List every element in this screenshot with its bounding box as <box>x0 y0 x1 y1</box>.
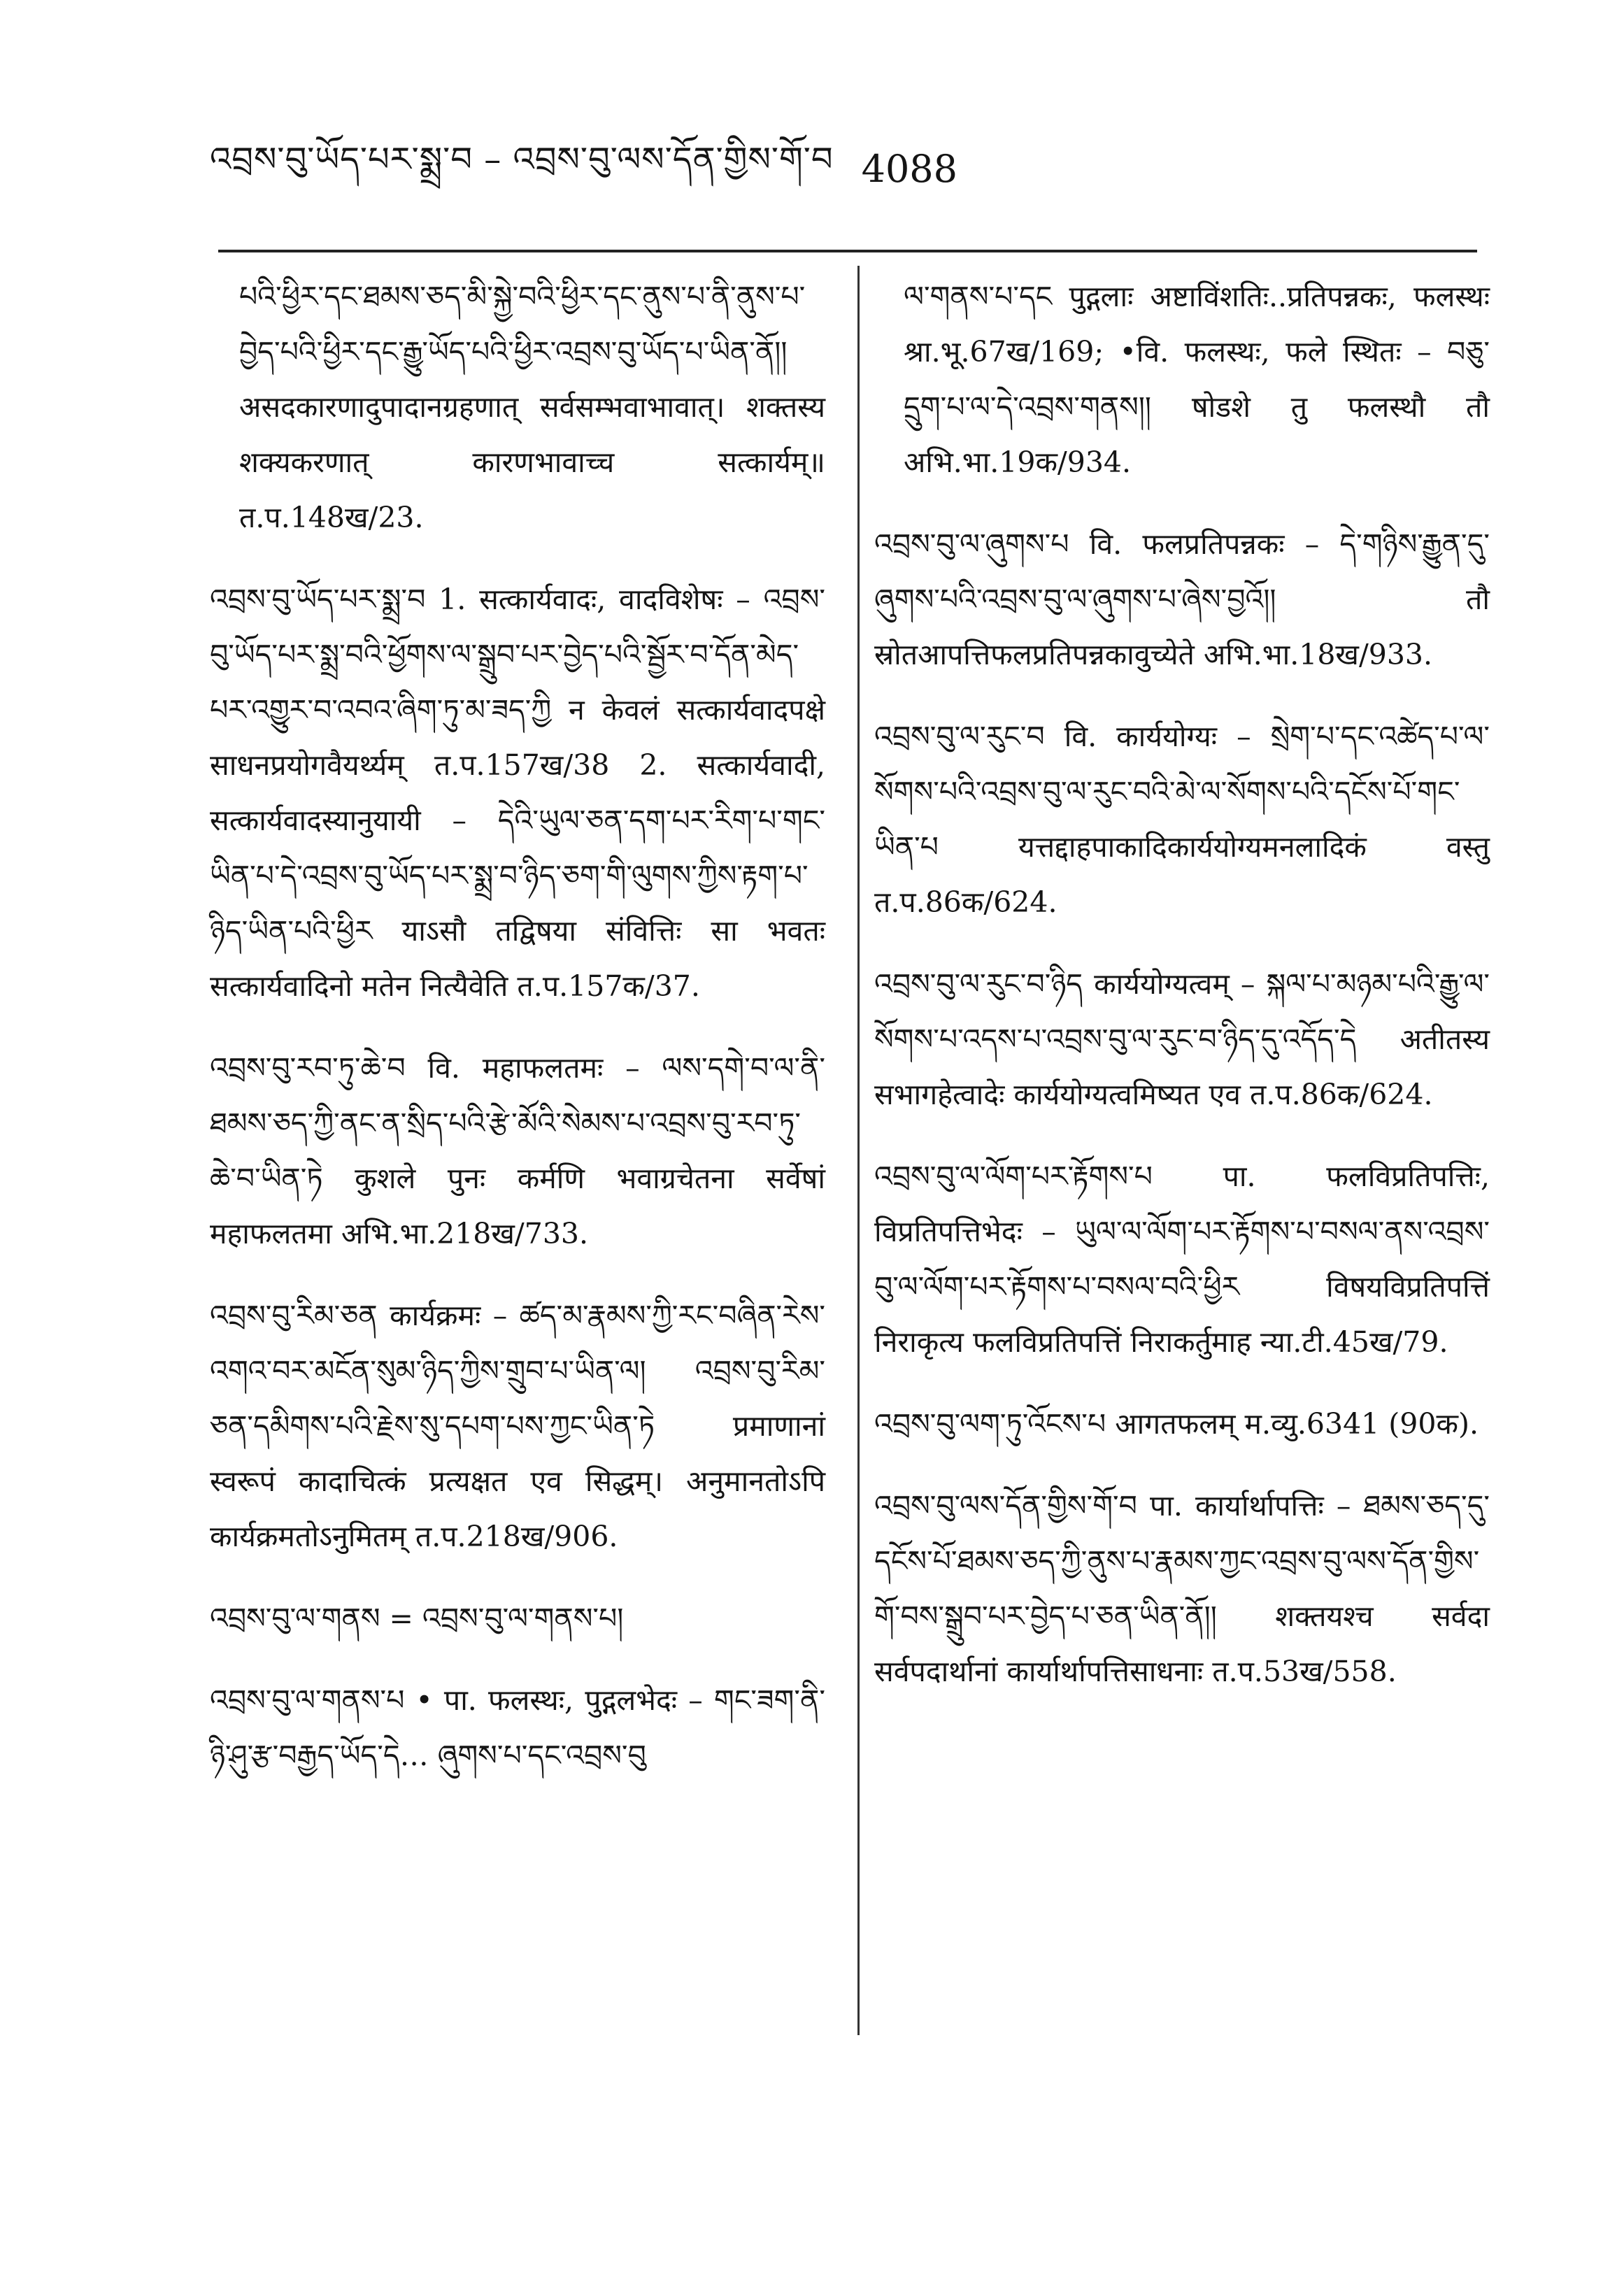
running-head-text: འབྲས་བུ་ཡོད་པར་སྨྲ་བ – འབྲས་བུ་ལས་དོན་གྱིས་གོ་བ <box>210 139 834 179</box>
dictionary-entry <box>210 1591 825 1646</box>
entry-text: པའི་ཕྱིར་དང་ཐམས་ཅད་མི་སྐྱེ་བའི་ཕྱིར་དང་ནུས་པ་ནི་ནུས་པ་བྱེད་པའི་ཕྱིར་དང་རྒྱུ་ཡོད་པའི་ཕྱིར་འབྲས་བུ་ཡོད་པ་ཡིན་ནོ།། असदकारणादुपादानग्रहणात् सर्वसम्भवाभावात्। शक्तस्य शक्यकरणात् कारणभावाच्च सत्कार्यम्॥ त.प.148ख/23. <box>239 280 825 534</box>
entry-text: འབྲས་བུ་རབ་ཏུ་ཆེ་བ वि. महाफलतमः – ལས་དགེ་བ་ལ་ནི་ཐམས་ཅད་ཀྱི་ནང་ན་སྲིད་པའི་རྩེ་མོའི་སེམས་པ་འབྲས་བུ་རབ་ཏུ་ཆེ་བ་ཡིན་ཏེ कुशले पुनः कर्मणि भवाग्रचेतना सर्वेषां महाफलतमा अभि.भा.218ख/733. <box>210 1051 825 1250</box>
right-column <box>874 269 1490 1726</box>
entry-text: འབྲས་བུ་ལ་གནས་པ • पा. फलस्थः, पुद्गलभेदः – གང་ཟག་ནི་ཉི་ཤུ་རྩ་བརྒྱད་ཡོད་དེ… ཞུགས་པ་དང་འབྲས་བུ <box>210 1683 825 1772</box>
running-header <box>210 137 1469 200</box>
dictionary-entry <box>210 269 825 546</box>
dictionary-entry <box>210 1673 825 1783</box>
entry-text: འབྲས་བུ་ཡོད་པར་སྨྲ་བ 1. सत्कार्यवादः, वादविशेषः – འབྲས་བུ་ཡོད་པར་སྨྲ་བའི་ཕྱོགས་ལ་སྒྲུབ་པར་བྱེད་པའི་སྦྱོར་བ་དོན་མེད་པར་འགྱུར་བ་འབའ་ཞིག་ཏུ་མ་ཟད་ཀྱི न केवलं सत्कार्यवादपक्षे साधनप्रयोगवैयर्थ्यम् त.प.157ख/38 2. सत्कार्यवादी, सत्कार्यवादस्यानुयायी – དེའི་ཡུལ་ཅན་དག་པར་རིག་པ་གང་ཡིན་པ་དེ་འབྲས་བུ་ཡོད་པར་སྨྲ་བ་ཉིད་ཅག་གི་ལུགས་ཀྱིས་རྟག་པ་ཉིད་ཡིན་པའི་ཕྱིར याऽसौ तद्विषया संवित्तिः सा भवतः सत्कार्यवादिनो मतेन नित्यैवेति त.प.157क/37. <box>210 583 825 1003</box>
entry-text: འབྲས་བུ་ལ་གནས = འབྲས་བུ་ལ་གནས་པ། <box>210 1602 624 1635</box>
entry-text: འབྲས་བུ་ལ་རུང་བ वि. कार्ययोग्यः – སྲེག་པ་དང་འཚེད་པ་ལ་སོགས་པའི་འབྲས་བུ་ལ་རུང་བའི་མེ་ལ་སོགས་པའི་དངོས་པོ་གང་ཡིན་པ यत्तद्दाहपाकादिकार्ययोग्यमनलादिकं वस्तु त.प.86क/624. <box>874 720 1490 919</box>
dictionary-entry <box>874 1149 1490 1370</box>
entry-text: ལ་གནས་པ་དང पुद्गलाः अष्टाविंशतिः..प्रतिपन्नकः, फलस्थः श्रा.भू.67ख/169; •वि. फलस्थः, फले स्थितः – བཅུ་དྲུག་པ་ལ་དེ་འབྲས་གནས།། षोडशे तु फलस्थौ तौ अभि.भा.19क/934. <box>904 280 1490 479</box>
dictionary-entry <box>210 1288 825 1564</box>
entry-text: འབྲས་བུ་རིམ་ཅན कार्यक्रमः – ཚད་མ་རྣམས་ཀྱི་རང་བཞིན་རེས་འགའ་བར་མངོན་སུམ་ཉིད་ཀྱིས་གྲུབ་པ་ཡིན་ལ། འབྲས་བུ་རིམ་ཅན་དམིགས་པའི་རྗེས་སུ་དཔག་པས་ཀྱང་ཡིན་ཏེ प्रमाणानां स्वरूपं कादाचित्कं प्रत्यक्षत एव सिद्धम्। अनुमानतोऽपि कार्यक्रमतोऽनुमितम् त.प.218ख/906. <box>210 1299 825 1553</box>
dictionary-entry <box>874 269 1490 490</box>
left-column <box>210 269 825 1810</box>
dictionary-entry <box>210 572 825 1014</box>
entry-text: འབྲས་བུ་ལས་དོན་གྱིས་གོ་བ पा. कार्यार्थापत्तिः – ཐམས་ཅད་དུ་དངོས་པོ་ཐམས་ཅད་ཀྱི་ནུས་པ་རྣམས་ཀྱང་འབྲས་བུ་ལས་དོན་གྱིས་གོ་བས་སྒྲུབ་པར་བྱེད་པ་ཅན་ཡིན་ནོ།། शक्तयश्च सर्वदा सर्वपदार्थानां कार्यार्थापत्तिसाधनाः त.प.53ख/558. <box>874 1489 1490 1688</box>
dictionary-entry <box>210 1041 825 1262</box>
dictionary-entry <box>874 1397 1490 1452</box>
entry-text: འབྲས་བུ་ལ་རུང་བ་ཉིད कार्ययोग्यत्वम् – སྐལ་པ་མཉམ་པའི་རྒྱུ་ལ་སོགས་པ་འདས་པ་འབྲས་བུ་ལ་རུང་བ་ཉིད་དུ་འདོད་དེ अतीतस्य सभागहेत्वादेः कार्ययोग्यत्वमिष्यत एव त.प.86क/624. <box>874 967 1490 1111</box>
column-divider <box>857 266 860 2035</box>
dictionary-entry <box>874 1478 1490 1699</box>
dictionary-entry <box>874 709 1490 930</box>
dictionary-entry <box>874 957 1490 1122</box>
header-rule <box>218 250 1477 252</box>
entry-text: འབྲས་བུ་ལག་ཏུ་འོངས་པ आगतफलम् म.व्यु.6341 (90क). <box>874 1407 1479 1441</box>
entry-text: འབྲས་བུ་ལ་ཞུགས་པ वि. फलप्रतिपन्नकः – དེ་གཉིས་རྒྱུན་དུ་ཞུགས་པའི་འབྲས་བུ་ལ་ཞུགས་པ་ཞེས་བྱའོ།། तौ स्रोतआपत्तिफलप्रतिपन्नकावुच्येते अभि.भा.18ख/933. <box>874 527 1490 671</box>
dictionary-entry <box>874 517 1490 683</box>
entry-text: འབྲས་བུ་ལ་ལོག་པར་རྟོགས་པ पा. फलविप्रतिपत्तिः, विप्रतिपत्तिभेदः – ཡུལ་ལ་ལོག་པར་རྟོགས་པ་བསལ་ནས་འབྲས་བུ་ལ་ལོག་པར་རྟོགས་པ་བསལ་བའི་ཕྱིར विषयविप्रतिपत्तिं निराकृत्य फलविप्रतिपत्तिं निराकर्तुमाह न्या.टी.45ख/79. <box>874 1160 1490 1359</box>
page-number: 4088 <box>861 146 958 191</box>
